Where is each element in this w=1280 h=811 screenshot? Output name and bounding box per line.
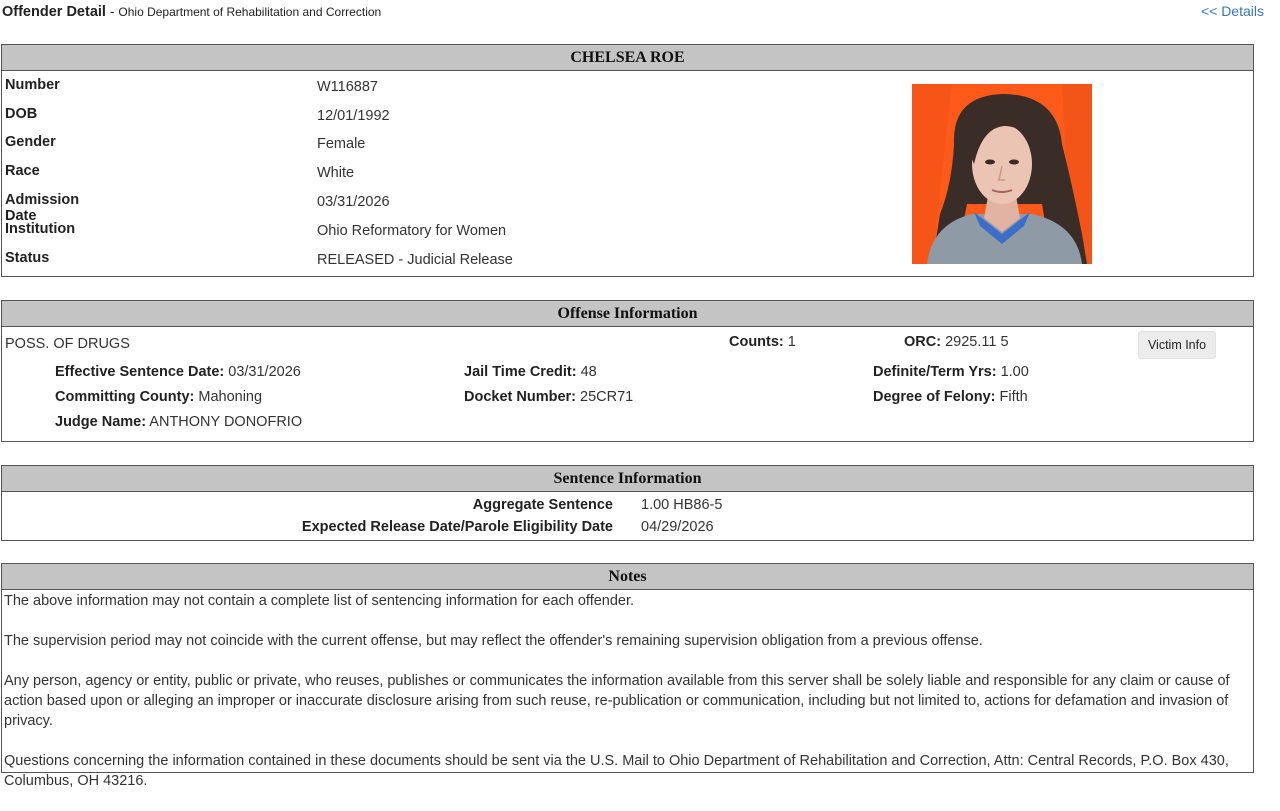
release-date-label: Expected Release Date/Parole Eligibility Date [301, 519, 613, 535]
field-label: DOB [5, 106, 38, 122]
definite-term-field [873, 364, 1029, 380]
counts-value: 1 [787, 334, 796, 350]
felony-degree-field [873, 389, 1028, 405]
offender-panel [1, 44, 1254, 277]
jail-credit-field [464, 364, 597, 380]
committing-county-field [55, 389, 262, 405]
offense-panel [1, 300, 1254, 442]
felony-degree-value: Fifth [999, 389, 1028, 405]
offense-description: POSS. OF DRUGS [5, 336, 130, 352]
aggregate-sentence-label: Aggregate Sentence [472, 497, 613, 513]
back-to-details-link[interactable]: << Details [1200, 3, 1264, 19]
sentence-heading: Sentence Information [2, 466, 1253, 492]
jail-credit-value: 48 [580, 364, 597, 380]
aggregate-sentence-row [2, 497, 1253, 517]
judge-name-label: Judge Name: [55, 414, 147, 430]
offense-heading: Offense Information [2, 301, 1253, 327]
judge-name-value: ANTHONY DONOFRIO [149, 414, 303, 430]
field-value: 03/31/2026 [317, 194, 390, 210]
field-value: Female [317, 136, 366, 152]
field-label: Race [5, 163, 40, 179]
orc-label: ORC: [904, 334, 942, 350]
field-label: Number [5, 77, 60, 93]
field-label: Status [5, 250, 50, 266]
felony-degree-label: Degree of Felony: [873, 389, 996, 405]
counts-field [729, 334, 796, 350]
sentence-panel [1, 465, 1254, 541]
notes-heading: Notes [2, 564, 1253, 590]
page-header [2, 3, 1264, 23]
field-label: Institution [5, 221, 76, 237]
field-value: White [317, 165, 355, 181]
page-title: Offender Detail [2, 4, 106, 20]
docket-number-field [464, 389, 633, 405]
field-value: 12/01/1992 [317, 108, 390, 124]
page-subtitle: Ohio Department of Rehabilitation and Correction [118, 5, 382, 19]
effective-date-field [55, 364, 301, 380]
notes-paragraph: The above information may not contain a complete list of sentencing information for each offender. [4, 593, 635, 609]
field-value: W116887 [317, 79, 378, 95]
field-value: RELEASED - Judicial Release [317, 252, 513, 268]
field-value: Ohio Reformatory for Women [317, 223, 507, 239]
orc-field [904, 334, 1009, 350]
title-separator: - [105, 3, 119, 19]
offender-name-heading: CHELSEA ROE [2, 45, 1253, 71]
orc-value: 2925.11 5 [945, 334, 1009, 350]
victim-info-button[interactable]: Victim Info [1138, 331, 1216, 359]
effective-date-label: Effective Sentence Date: [55, 364, 225, 380]
committing-county-value: Mahoning [198, 389, 263, 405]
notes-paragraph: Any person, agency or entity, public or private, who reuses, publishes or communicates the information available from this server shall be solely liable and responsible for any claim or cause of action based upon or alleging an improper or inaccurate disclosure arising from such reuse, re-publication or communication, including but not limited to, actions for defamation and invasion of privacy. [4, 673, 1230, 729]
definite-term-value: 1.00 [1000, 364, 1029, 380]
field-label: Admission Date [5, 192, 80, 224]
effective-date-value: 03/31/2026 [228, 364, 301, 380]
offender-photo [912, 84, 1092, 264]
jail-credit-label: Jail Time Credit: [464, 364, 577, 380]
aggregate-sentence-value: 1.00 HB86-5 [641, 497, 723, 513]
counts-label: Counts: [729, 334, 784, 350]
release-date-row [2, 519, 1253, 539]
notes-body [4, 591, 1245, 811]
release-date-value: 04/29/2026 [641, 519, 714, 535]
notes-paragraph: Questions concerning the information contained in these documents should be sent via the U.S. Mail to Ohio Department of Rehabilitation and Correction, Attn: Central Records, P.O. Box 430, Columbus, OH 43216. [4, 753, 1229, 789]
judge-name-field [55, 414, 302, 430]
notes-paragraph: The supervision period may not coincide with the current offense, but may reflect the offender's remaining supervision obligation from a previous offense. [4, 633, 983, 649]
definite-term-label: Definite/Term Yrs: [873, 364, 997, 380]
docket-number-value: 25CR71 [580, 389, 634, 405]
notes-panel [1, 563, 1254, 789]
docket-number-label: Docket Number: [464, 389, 576, 405]
committing-county-label: Committing County: [55, 389, 195, 405]
field-label: Gender [5, 134, 56, 150]
portrait-image [912, 84, 1092, 264]
